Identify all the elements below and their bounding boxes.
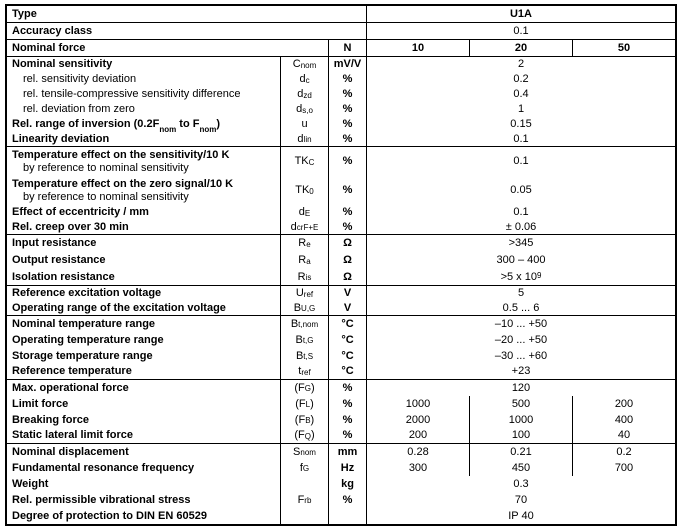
value-cell: 700 bbox=[572, 460, 675, 476]
symbol-cell: u bbox=[280, 117, 328, 132]
value-cell: 40 bbox=[572, 428, 675, 443]
row-label bbox=[7, 117, 280, 132]
table-row-weight bbox=[7, 476, 675, 492]
row-label-text: Breaking force bbox=[12, 413, 90, 426]
row-label bbox=[7, 87, 280, 102]
symbol-cell: d $_c$ bbox=[280, 72, 328, 87]
value-cell: 0.05 bbox=[366, 176, 675, 205]
row-label-text: Weight bbox=[12, 477, 49, 490]
value-cell: 1 bbox=[366, 102, 675, 117]
unit-cell: N bbox=[328, 40, 366, 56]
row-label bbox=[7, 492, 280, 508]
value-cell: 20 bbox=[469, 40, 572, 56]
table-row-nominal-sensitivity bbox=[7, 57, 675, 72]
value-cell: –30 ... +60 bbox=[366, 348, 675, 364]
table-row-breaking-force bbox=[7, 412, 675, 428]
table-row-rel-tensile-compressive-sensitivity-diff bbox=[7, 87, 675, 102]
value-cell: 300 – 400 bbox=[366, 252, 675, 269]
symbol-cell: B $_{t,nom}$ bbox=[280, 316, 328, 332]
row-label bbox=[7, 132, 280, 146]
row-label bbox=[7, 301, 280, 315]
value-cell: 0.5 ... 6 bbox=[366, 301, 675, 315]
unit-cell: % bbox=[328, 87, 366, 102]
unit-cell bbox=[328, 508, 366, 524]
symbol-cell: R $_{is}$ bbox=[280, 269, 328, 285]
row-label bbox=[7, 428, 280, 443]
unit-cell: % bbox=[328, 72, 366, 87]
value-cell: 50 bbox=[572, 40, 675, 56]
value-cell: >5 x 10 $^9$ bbox=[366, 269, 675, 285]
value-cell: 0.3 bbox=[366, 476, 675, 492]
row-label-text: Accuracy class bbox=[12, 24, 93, 37]
row-label bbox=[7, 235, 280, 252]
value-cell: IP 40 bbox=[366, 508, 675, 524]
unit-cell: °C bbox=[328, 348, 366, 364]
unit-cell: kg bbox=[328, 476, 366, 492]
row-label bbox=[7, 23, 366, 39]
row-label-text: Linearity deviation bbox=[12, 132, 110, 145]
row-label bbox=[7, 380, 280, 396]
value-cell: 0.15 bbox=[366, 117, 675, 132]
row-label-text: Temperature effect on the sensitivity/10 K bbox=[12, 149, 230, 162]
symbol-cell: B $_{t,S}$ bbox=[280, 348, 328, 364]
table-row-linearity-deviation bbox=[7, 132, 675, 147]
table-row-rel-range-of-inversion-0-2fnom-to-fnom bbox=[7, 117, 675, 132]
value-cell: 400 bbox=[572, 412, 675, 428]
row-label-text: Rel. creep over 30 min bbox=[12, 220, 129, 233]
unit-cell: % bbox=[328, 132, 366, 146]
symbol-cell: F $_{rb}$ bbox=[280, 492, 328, 508]
unit-cell: Ω bbox=[328, 269, 366, 285]
symbol-cell bbox=[280, 508, 328, 524]
symbol-cell: R $_a$ bbox=[280, 252, 328, 269]
row-label-subtext: by reference to nominal sensitivity bbox=[23, 161, 189, 174]
row-label bbox=[7, 269, 280, 285]
table-row-nominal-temperature-range bbox=[7, 316, 675, 332]
symbol-cell: C $_{nom}$ bbox=[280, 57, 328, 72]
value-cell: 70 bbox=[366, 492, 675, 508]
value-cell: 0.1 bbox=[366, 205, 675, 220]
row-label-text: Nominal force bbox=[12, 41, 86, 54]
table-row-rel-sensitivity-deviation bbox=[7, 72, 675, 87]
row-label bbox=[7, 57, 280, 72]
table-row-operating-temperature-range bbox=[7, 332, 675, 348]
symbol-cell: t $_{ref}$ bbox=[280, 364, 328, 379]
value-cell: 10 bbox=[366, 40, 469, 56]
row-label-text: Input resistance bbox=[12, 237, 97, 250]
row-label-text: Max. operational force bbox=[12, 381, 129, 394]
table-row-isolation-resistance bbox=[7, 269, 675, 286]
value-cell: –20 ... +50 bbox=[366, 332, 675, 348]
symbol-cell bbox=[280, 476, 328, 492]
table-row-accuracy-class bbox=[7, 23, 675, 40]
row-label-text: Rel. range of inversion ($0.2F_{nom}$ to $F_{nom}$) bbox=[12, 118, 220, 132]
row-label bbox=[7, 476, 280, 492]
value-cell: 500 bbox=[469, 396, 572, 412]
unit-cell: % bbox=[328, 176, 366, 205]
value-cell: –10 ... +50 bbox=[366, 316, 675, 332]
symbol-cell: d $_{lin}$ bbox=[280, 132, 328, 146]
value-cell: 2 bbox=[366, 57, 675, 72]
row-label bbox=[7, 460, 280, 476]
row-label-text: rel. tensile-compressive sensitivity difference bbox=[23, 88, 241, 101]
table-row-reference-temperature bbox=[7, 364, 675, 380]
table-row-max-operational-force bbox=[7, 380, 675, 396]
table-row-static-lateral-limit-force bbox=[7, 428, 675, 444]
symbol-cell: d $_{crF+E}$ bbox=[280, 220, 328, 234]
row-label bbox=[7, 316, 280, 332]
symbol-cell: f $_G$ bbox=[280, 460, 328, 476]
row-label-text: Output resistance bbox=[12, 254, 106, 267]
unit-cell: V bbox=[328, 286, 366, 301]
table-row-degree-of-protection-to-din-en-60529 bbox=[7, 508, 675, 524]
table-row-limit-force bbox=[7, 396, 675, 412]
row-label-text: Nominal sensitivity bbox=[12, 58, 113, 71]
row-label-text: Rel. permissible vibrational stress bbox=[12, 493, 191, 506]
unit-cell: mV/V bbox=[328, 57, 366, 72]
row-label bbox=[7, 40, 328, 56]
row-label bbox=[7, 396, 280, 412]
row-label bbox=[7, 286, 280, 301]
row-label bbox=[7, 147, 280, 176]
value-cell: 300 bbox=[366, 460, 469, 476]
row-label bbox=[7, 205, 280, 220]
value-cell: 100 bbox=[469, 428, 572, 443]
unit-cell: % bbox=[328, 205, 366, 220]
table-row-reference-excitation-voltage bbox=[7, 286, 675, 301]
row-label-subtext: by reference to nominal sensitivity bbox=[23, 190, 189, 203]
table-row-temperature-effect-on-the-sensitivity-10 bbox=[7, 147, 675, 176]
row-label bbox=[7, 508, 280, 524]
value-cell: 0.1 bbox=[366, 23, 675, 39]
row-label bbox=[7, 332, 280, 348]
table-row-output-resistance bbox=[7, 252, 675, 269]
value-cell: 2000 bbox=[366, 412, 469, 428]
value-cell: 450 bbox=[469, 460, 572, 476]
table-row-temperature-effect-on-the-zero-signal-10 bbox=[7, 176, 675, 205]
value-cell: 0.28 bbox=[366, 444, 469, 460]
symbol-cell: S $_{nom}$ bbox=[280, 444, 328, 460]
unit-cell: °C bbox=[328, 332, 366, 348]
value-cell: 200 bbox=[572, 396, 675, 412]
symbol-cell: (F $_Q$ ) bbox=[280, 428, 328, 443]
row-label-text: Temperature effect on the zero signal/10 K bbox=[12, 178, 234, 191]
row-label-text: Type bbox=[12, 7, 37, 20]
specification-table bbox=[5, 4, 677, 526]
row-label-text: Isolation resistance bbox=[12, 270, 115, 283]
unit-cell: Hz bbox=[328, 460, 366, 476]
row-label bbox=[7, 6, 366, 22]
value-cell: 120 bbox=[366, 380, 675, 396]
unit-cell: V bbox=[328, 301, 366, 315]
symbol-cell: TK $_0$ bbox=[280, 176, 328, 205]
table-row-storage-temperature-range bbox=[7, 348, 675, 364]
symbol-cell: d $_{s,o}$ bbox=[280, 102, 328, 117]
value-cell: +23 bbox=[366, 364, 675, 379]
unit-cell: % bbox=[328, 428, 366, 443]
row-label-text: Reference temperature bbox=[12, 365, 132, 378]
row-label bbox=[7, 412, 280, 428]
unit-cell: % bbox=[328, 492, 366, 508]
symbol-cell: TK $_C$ bbox=[280, 147, 328, 176]
value-cell: >345 bbox=[366, 235, 675, 252]
row-label-text: Operating range of the excitation voltage bbox=[12, 301, 226, 314]
unit-cell: % bbox=[328, 380, 366, 396]
unit-cell: Ω bbox=[328, 235, 366, 252]
table-row-type bbox=[7, 6, 675, 23]
row-label bbox=[7, 252, 280, 269]
table-row-fundamental-resonance-frequency bbox=[7, 460, 675, 476]
row-label-text: Static lateral limit force bbox=[12, 429, 134, 442]
row-label-text: Degree of protection to DIN EN 60529 bbox=[12, 509, 207, 522]
symbol-cell: d $_E$ bbox=[280, 205, 328, 220]
row-label-text: Fundamental resonance frequency bbox=[12, 461, 195, 474]
symbol-cell: (F $_B$ ) bbox=[280, 412, 328, 428]
row-label bbox=[7, 176, 280, 205]
symbol-cell: R $_e$ bbox=[280, 235, 328, 252]
value-cell: 0.1 bbox=[366, 132, 675, 146]
row-label bbox=[7, 348, 280, 364]
row-label-text: rel. deviation from zero bbox=[23, 103, 135, 116]
value-cell: 0.1 bbox=[366, 147, 675, 176]
table-row-rel-permissible-vibrational-stress bbox=[7, 492, 675, 508]
symbol-cell: (F $_G$ ) bbox=[280, 380, 328, 396]
value-cell: 5 bbox=[366, 286, 675, 301]
symbol-cell: (F $_L$ ) bbox=[280, 396, 328, 412]
unit-cell: % bbox=[328, 220, 366, 234]
symbol-cell: B $_{t,G}$ bbox=[280, 332, 328, 348]
symbol-cell: d $_{zd}$ bbox=[280, 87, 328, 102]
value-cell: U1A bbox=[366, 6, 675, 22]
unit-cell: % bbox=[328, 102, 366, 117]
symbol-cell: B $_{U,G}$ bbox=[280, 301, 328, 315]
table-row-rel-deviation-from-zero bbox=[7, 102, 675, 117]
value-cell: 0.4 bbox=[366, 87, 675, 102]
unit-cell: °C bbox=[328, 316, 366, 332]
row-label-text: Nominal temperature range bbox=[12, 317, 156, 330]
value-cell: 0.21 bbox=[469, 444, 572, 460]
row-label-text: Limit force bbox=[12, 397, 69, 410]
value-cell: 200 bbox=[366, 428, 469, 443]
row-label bbox=[7, 72, 280, 87]
row-label bbox=[7, 102, 280, 117]
row-label-text: Operating temperature range bbox=[12, 333, 164, 346]
row-label-text: Storage temperature range bbox=[12, 349, 153, 362]
value-cell: 0.2 bbox=[366, 72, 675, 87]
unit-cell: mm bbox=[328, 444, 366, 460]
row-label bbox=[7, 220, 280, 234]
table-row-nominal-displacement bbox=[7, 444, 675, 460]
table-row-input-resistance bbox=[7, 235, 675, 252]
table-row-effect-of-eccentricity-mm bbox=[7, 205, 675, 220]
unit-cell: % bbox=[328, 396, 366, 412]
unit-cell: % bbox=[328, 412, 366, 428]
row-label bbox=[7, 364, 280, 379]
value-cell: 1000 bbox=[366, 396, 469, 412]
row-label-text: Nominal displacement bbox=[12, 445, 129, 458]
unit-cell: °C bbox=[328, 364, 366, 379]
unit-cell: Ω bbox=[328, 252, 366, 269]
table-row-operating-range-of-the-excitation-voltag bbox=[7, 301, 675, 316]
value-cell: ± 0.06 bbox=[366, 220, 675, 234]
table-row-nominal-force bbox=[7, 40, 675, 57]
table-row-rel-creep-over-30-min bbox=[7, 220, 675, 235]
value-cell: 1000 bbox=[469, 412, 572, 428]
unit-cell: % bbox=[328, 147, 366, 176]
row-label-text: Reference excitation voltage bbox=[12, 287, 162, 300]
symbol-cell: U $_{ref}$ bbox=[280, 286, 328, 301]
row-label-text: Effect of eccentricity / mm bbox=[12, 206, 149, 219]
row-label-text: rel. sensitivity deviation bbox=[23, 73, 137, 86]
value-cell: 0.2 bbox=[572, 444, 675, 460]
row-label bbox=[7, 444, 280, 460]
unit-cell: % bbox=[328, 117, 366, 132]
